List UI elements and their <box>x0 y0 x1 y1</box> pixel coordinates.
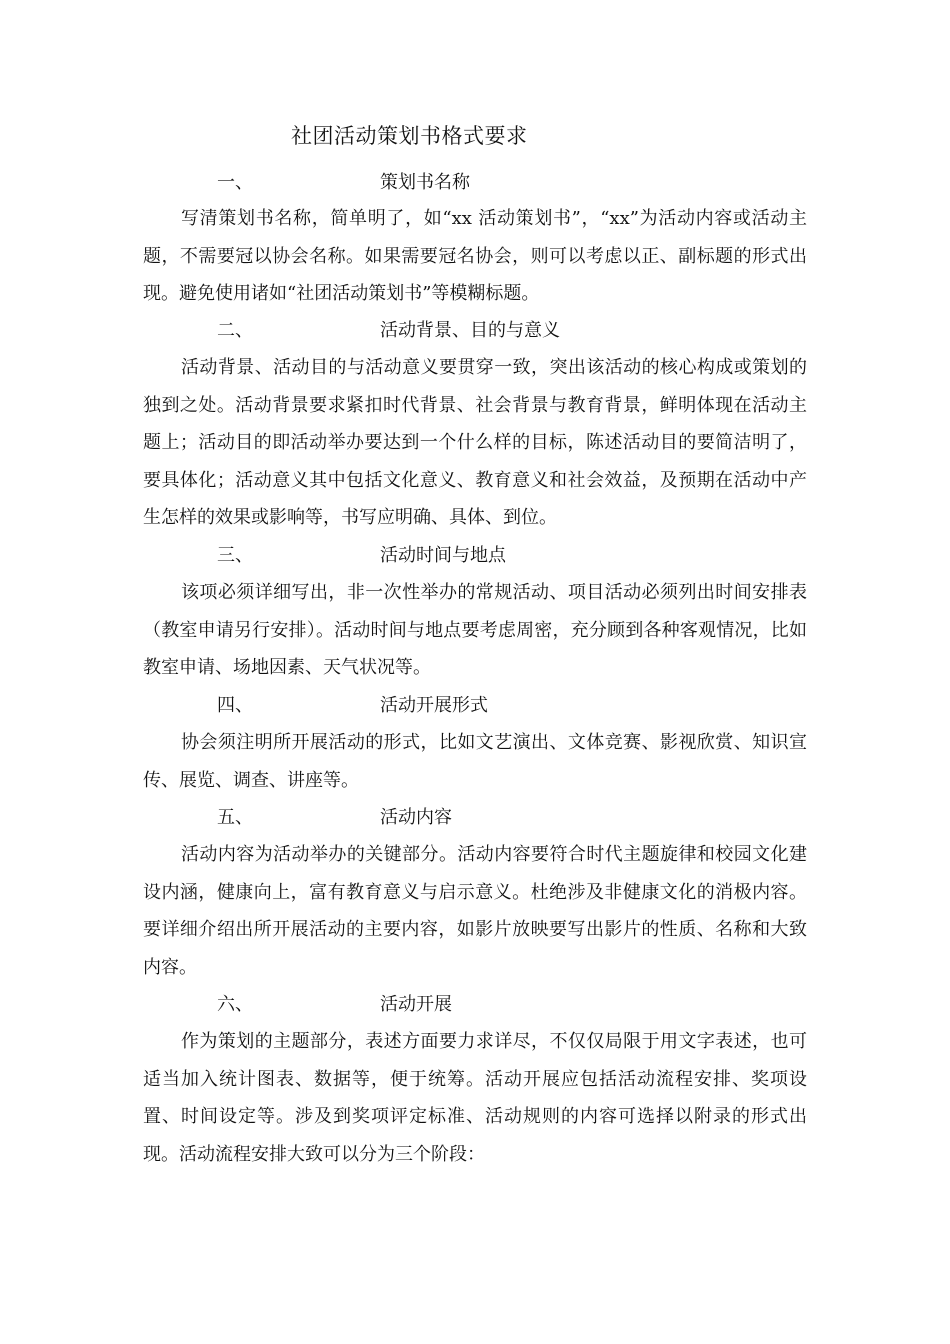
section-title: 活动开展形式 <box>380 695 488 716</box>
section-title: 策划书名称 <box>380 172 470 193</box>
section-number: 二、 <box>217 320 253 341</box>
section-title: 活动内容 <box>380 807 452 828</box>
section-title: 活动开展 <box>380 994 452 1015</box>
section-body: 写清策划书名称，简单明了，如“xx 活动策划书”，“xx”为活动内容或活动主题，不需要冠以协会名称。如果需要冠名协会，则可以考虑以正、副标题的形式出现。避免使用诸如“社团活动策划书”等模糊标题。 <box>143 208 807 304</box>
section-body: 活动内容为活动举办的关键部分。活动内容要符合时代主题旋律和校园文化建设内涵，健康向上，富有教育意义与启示意义。杜绝涉及非健康文化的消极内容。要详细介绍出所开展活动的主要内容，如影片放映要写出影片的性质、名称和大致内容。 <box>143 844 807 978</box>
section-body: 协会须注明所开展活动的形式，比如文艺演出、文体竞赛、影视欣赏、知识宣传、展览、调查、讲座等。 <box>143 732 807 791</box>
section-body: 作为策划的主题部分，表述方面要力求详尽，不仅仅局限于用文字表述，也可适当加入统计图表、数据等，便于统筹。活动开展应包括活动流程安排、奖项设置、时间设定等。涉及到奖项评定标准、活动规则的内容可选择以附录的形式出现。活动流程安排大致可以分为三个阶段： <box>143 1031 807 1165</box>
document-title: 社团活动策划书格式要求 <box>291 124 528 148</box>
section-number: 五、 <box>217 807 253 828</box>
section-body: 活动背景、活动目的与活动意义要贯穿一致，突出该活动的核心构成或策划的独到之处。活动背景要求紧扣时代背景、社会背景与教育背景，鲜明体现在活动主题上；活动目的即活动举办要达到一个什么样的目标，陈述活动目的要简洁明了，要具体化；活动意义其中包括文化意义、教育意义和社会效益，及预期在活动中产生怎样的效果或影响等，书写应明确、具体、到位。 <box>143 357 807 528</box>
section-title: 活动时间与地点 <box>380 545 506 566</box>
section-number: 六、 <box>217 994 253 1015</box>
section-title: 活动背景、目的与意义 <box>380 320 560 341</box>
section-number: 四、 <box>217 695 253 716</box>
section-number: 一、 <box>217 172 253 193</box>
section-body: 该项必须详细写出，非一次性举办的常规活动、项目活动必须列出时间安排表（教室申请另行安排）。活动时间与地点要考虑周密，充分顾到各种客观情况，比如教室申请、场地因素、天气状况等。 <box>143 582 807 678</box>
section-number: 三、 <box>217 545 253 566</box>
